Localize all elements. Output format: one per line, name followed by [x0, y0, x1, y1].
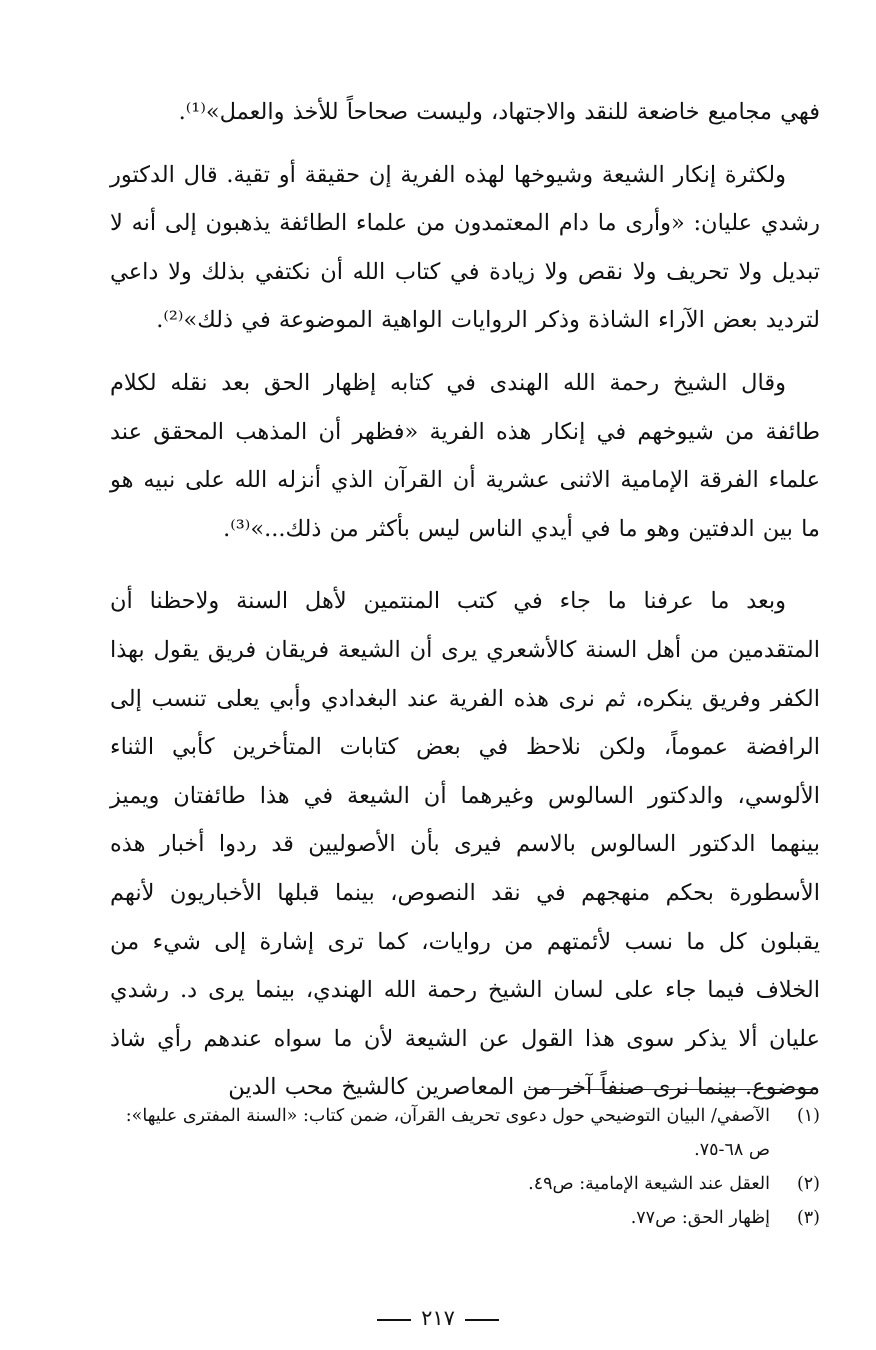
footnote-mark: (٢): [796, 1174, 820, 1194]
paragraph-1: فهي مجاميع خاضعة للنقد والاجتهاد، وليست صحاحاً للأخذ والعمل»⁽¹⁾.: [178, 99, 820, 125]
footnote-text: إظهار الحق: ص٧٧.: [630, 1208, 770, 1228]
footnote-3: [110, 1201, 820, 1235]
page-number: [0, 1306, 876, 1330]
footnote-mark: (٣): [796, 1208, 820, 1228]
footnote-separator: [528, 1089, 816, 1090]
paragraph-2: ولكثرة إنكار الشيعة وشيوخها لهذه الفرية إن حقيقة أو تقية. قال الدكتور رشدي عليان: «وأرى ما دام المعتمدون من علماء الطائفة يذهبون إلى أنه لا تبديل ولا تحريف ولا نقص ولا زيادة في كتاب الله أن نكتفي بذلك ولا داعي لترديد بعض الآراء الشاذة وذكر الروايات الواهية الموضوعة في ذلك»⁽²⁾.: [110, 161, 820, 334]
dash-right: [377, 1319, 411, 1321]
paragraph-3: وقال الشيخ رحمة الله الهندى في كتابه إظهار الحق بعد نقله لكلام طائفة من شيوخهم في إنكار هذه الفرية «فظهر أن المذهب المحقق عند علماء الفرقة الإمامية الاثنى عشرية أن القرآن الذي أنزله الله على نبيه هو ما بين الدفتين وهو ما في أيدي الناس ليس بأكثر من ذلك...»⁽³⁾.: [110, 369, 820, 542]
dash-left: [465, 1319, 499, 1321]
paragraph-4: وبعد ما عرفنا ما جاء في كتب المنتمين لأهل السنة ولاحظنا أن المتقدمين من أهل السنة كالأشعري يرى أن الشيعة فريقان فريق يقول بهذا الكفر وفريق ينكره، ثم نرى هذه الفرية عند البغدادي وأبي يعلى تنسب إلى الرافضة عموماً، ولكن نلاحظ في بعض كتابات المتأخرين كأبي الثناء الألوسي، والدكتور السالوس وغيرهما أن الشيعة في هذا طائفتان ويميز بينهما الدكتور السالوس بالاسم فيرى بأن الأصوليين قد ردوا أخبار هذه الأسطورة بحكم منهجهم في نقد النصوص، بينما قبلها الأخباريون لأنهم يقبلون كل ما نسب لأئمتهم من روايات، كما ترى إشارة إلى شيء من الخلاف فيما جاء على لسان الشيخ رحمة الله الهندي، بينما يرى د. رشدي عليان ألا يذكر سوى هذا القول عن الشيعة لأن ما سواه عندهم رأي شاذ موضوع. بينما نرى صنفاً آخر من المعاصرين كالشيخ محب الدين: [110, 588, 820, 1101]
footnotes: [110, 1099, 820, 1235]
footnote-text: العقل عند الشيعة الإمامية: ص٤٩.: [528, 1174, 770, 1194]
page-number-value: ٢١٧: [421, 1306, 455, 1330]
main-text: [110, 88, 820, 1112]
footnote-1: [110, 1099, 820, 1167]
footnote-mark: (١): [796, 1106, 820, 1126]
footnote-text: الآصفي/ البيان التوضيحي حول دعوى تحريف القرآن، ضمن كتاب: «السنة المفترى عليها»: ص ٦٨-٧٥.: [125, 1106, 770, 1160]
footnote-2: [110, 1167, 820, 1201]
